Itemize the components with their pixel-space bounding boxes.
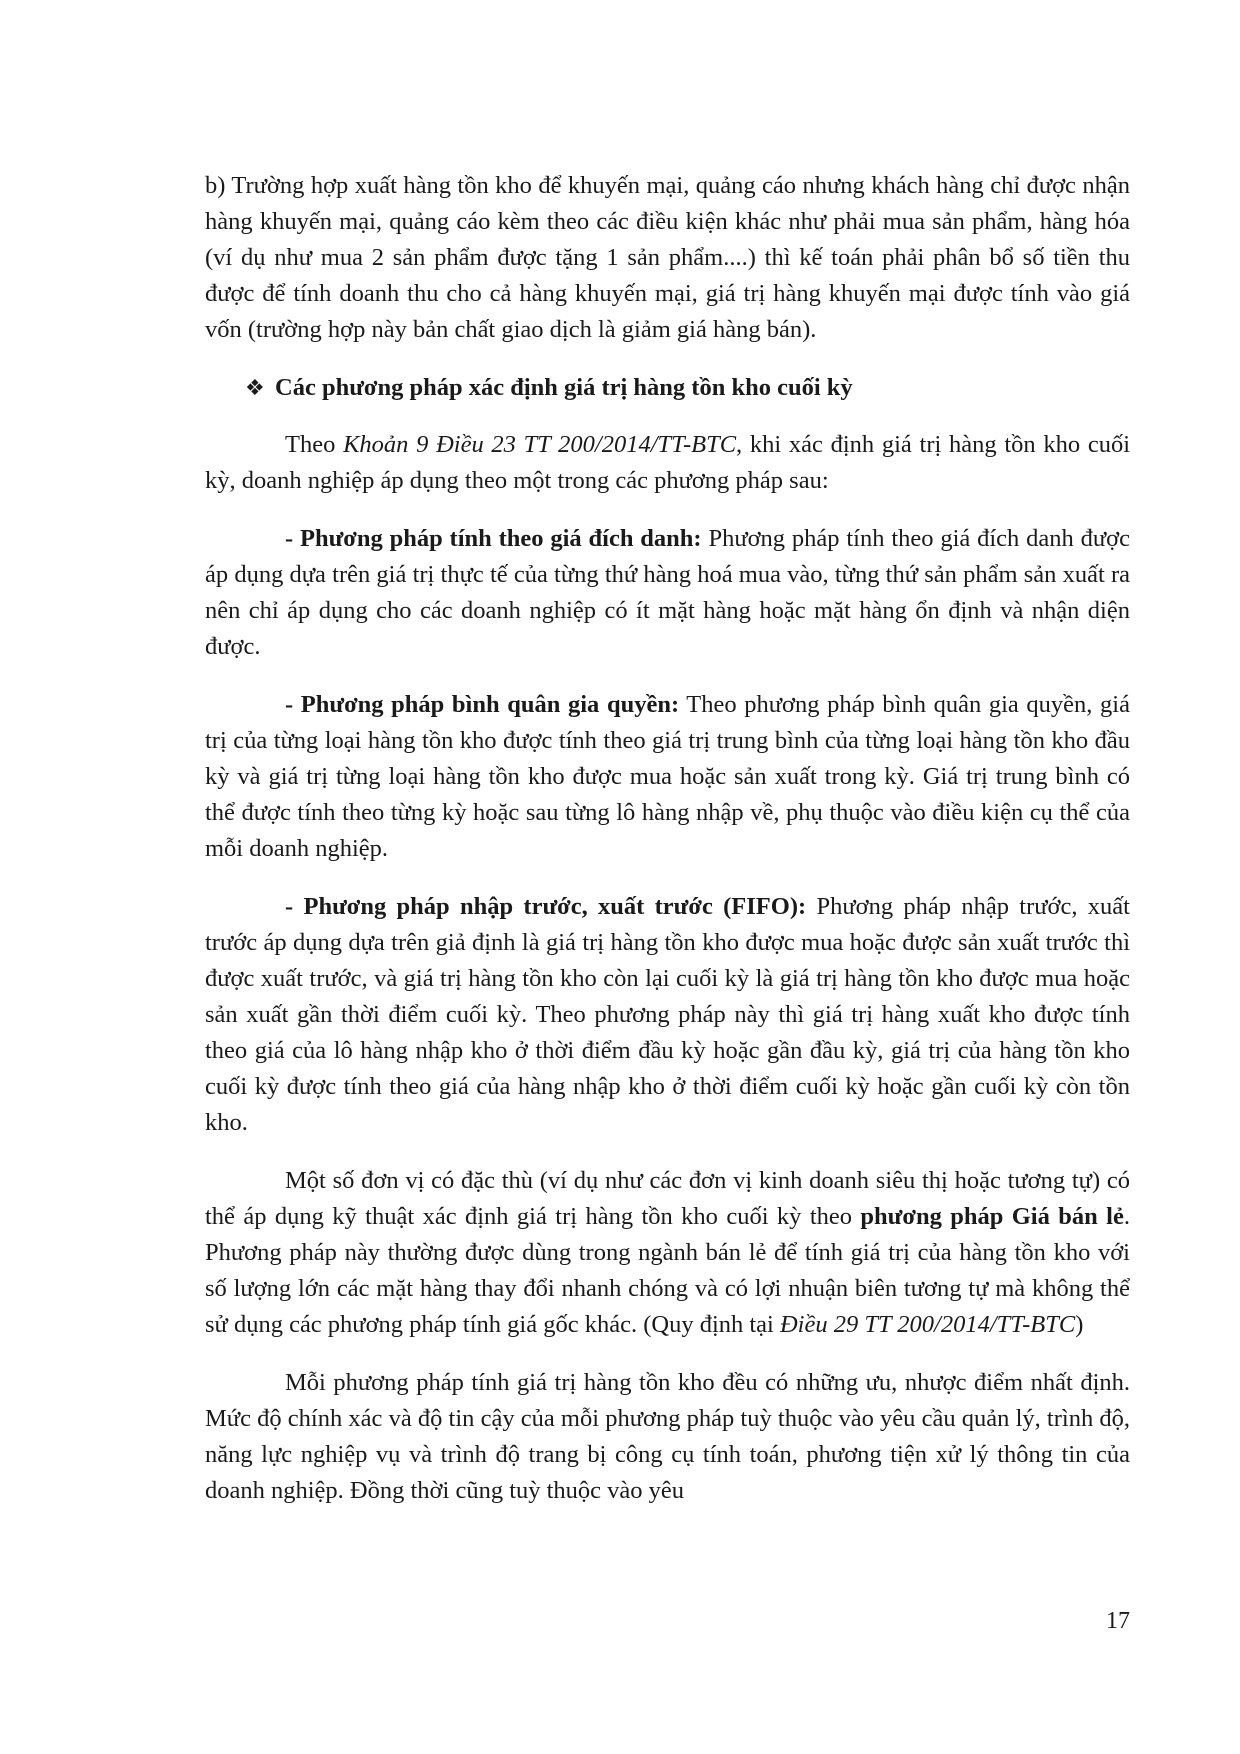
paragraph-method-comparison: Mỗi phương pháp tính giá trị hàng tồn kho đều có những ưu, nhược điểm nhất định. Mức độ chính xác và độ tin cậy của mỗi phương pháp tuỳ thuộc vào yêu cầu quản lý, trình độ, năng lực nghiệp vụ và trình độ trang bị công cụ tính toán, phương tiện xử lý thông tin của doanh nghiệp. Đồng thời cũng tuỳ thuộc vào yêu bbox=[205, 1369, 1130, 1504]
intro-text-end: , khi xác định giá trị hàng tồn kho cuối kỳ, doanh nghiệp áp dụng theo một trong các phương pháp sau: bbox=[205, 431, 1131, 494]
retail-text-end: ) bbox=[1075, 1311, 1084, 1338]
diamond-bullet-icon: ❖ bbox=[245, 376, 265, 401]
method-body-specific: Phương pháp tính theo giá đích danh được áp dụng dựa trên giá trị thực tế của từng thứ hàng hoá mua vào, từng thứ sản phẩm sản xuất ra nên chỉ áp dụng cho các doanh nghiệp có ít mặt hàng hoặc mặt hàng ổn định và nhận diện được. bbox=[205, 525, 1130, 660]
paragraph-specific-identification bbox=[205, 521, 1130, 665]
section-heading bbox=[205, 370, 1130, 407]
page-number: 17 bbox=[1106, 1608, 1130, 1634]
paragraph-regulation-intro bbox=[205, 427, 1130, 499]
paragraph-retail-method bbox=[205, 1163, 1130, 1343]
intro-regulation-ref: Khoản 9 Điều 23 TT 200/2014/TT-BTC bbox=[343, 431, 737, 458]
paragraph-fifo bbox=[205, 889, 1130, 1141]
retail-text-mid: . Phương pháp này thường được dùng trong ngành bán lẻ để tính giá trị của hàng tồn kho với số lượng lớn các mặt hàng thay đổi nhanh chóng và có lợi nhuận biên tương tự mà không thể sử dụng các phương pháp tính giá gốc khác. (Quy định tại bbox=[205, 1203, 1130, 1338]
paragraph-promotion-case: b) Trường hợp xuất hàng tồn kho để khuyến mại, quảng cáo nhưng khách hàng chỉ được nhận hàng khuyến mại, quảng cáo kèm theo các điều kiện khác như phải mua sản phẩm, hàng hóa (ví dụ như mua 2 sản phẩm được tặng 1 sản phẩm....) thì kế toán phải phân bổ số tiền thu được để tính doanh thu cho cả hàng khuyến mại, giá trị hàng khuyến mại được tính vào giá vốn (trường hợp này bản chất giao dịch là giảm giá hàng bán). bbox=[205, 172, 1130, 343]
paragraph-weighted-average bbox=[205, 687, 1130, 867]
method-title-specific: - Phương pháp tính theo giá đích danh: bbox=[285, 525, 702, 552]
method-title-fifo: - Phương pháp nhập trước, xuất trước (FIFO): bbox=[285, 893, 807, 920]
retail-method-name: phương pháp Giá bán lẻ bbox=[860, 1203, 1124, 1230]
intro-text-start: Theo bbox=[285, 431, 344, 458]
page-body bbox=[205, 168, 1130, 1531]
section-heading-text: Các phương pháp xác định giá trị hàng tồn kho cuối kỳ bbox=[275, 374, 853, 401]
method-body-fifo: Phương pháp nhập trước, xuất trước áp dụng dựa trên giả định là giá trị hàng tồn kho được mua hoặc được sản xuất trước thì được xuất trước, và giá trị hàng tồn kho còn lại cuối kỳ là giá trị hàng tồn kho được mua hoặc sản xuất gần thời điểm cuối kỳ. Theo phương pháp này thì giá trị hàng xuất kho được tính theo giá của lô hàng nhập kho ở thời điểm đầu kỳ hoặc gần đầu kỳ, giá trị của hàng tồn kho cuối kỳ được tính theo giá của hàng nhập kho ở thời điểm cuối kỳ hoặc gần cuối kỳ còn tồn kho. bbox=[205, 893, 1130, 1136]
method-title-weighted-average: - Phương pháp bình quân gia quyền: bbox=[285, 691, 680, 718]
retail-regulation-ref: Điều 29 TT 200/2014/TT-BTC bbox=[779, 1311, 1076, 1338]
method-body-weighted-average: Theo phương pháp bình quân gia quyền, giá trị của từng loại hàng tồn kho được tính theo giá trị trung bình của từng loại hàng tồn kho đầu kỳ và giá trị từng loại hàng tồn kho được mua hoặc sản xuất trong kỳ. Giá trị trung bình có thể được tính theo từng kỳ hoặc sau từng lô hàng nhập về, phụ thuộc vào điều kiện cụ thể của mỗi doanh nghiệp. bbox=[205, 691, 1130, 862]
retail-text-start: Một số đơn vị có đặc thù (ví dụ như các đơn vị kinh doanh siêu thị hoặc tương tự) có thể áp dụng kỹ thuật xác định giá trị hàng tồn kho cuối kỳ theo bbox=[205, 1167, 1130, 1230]
